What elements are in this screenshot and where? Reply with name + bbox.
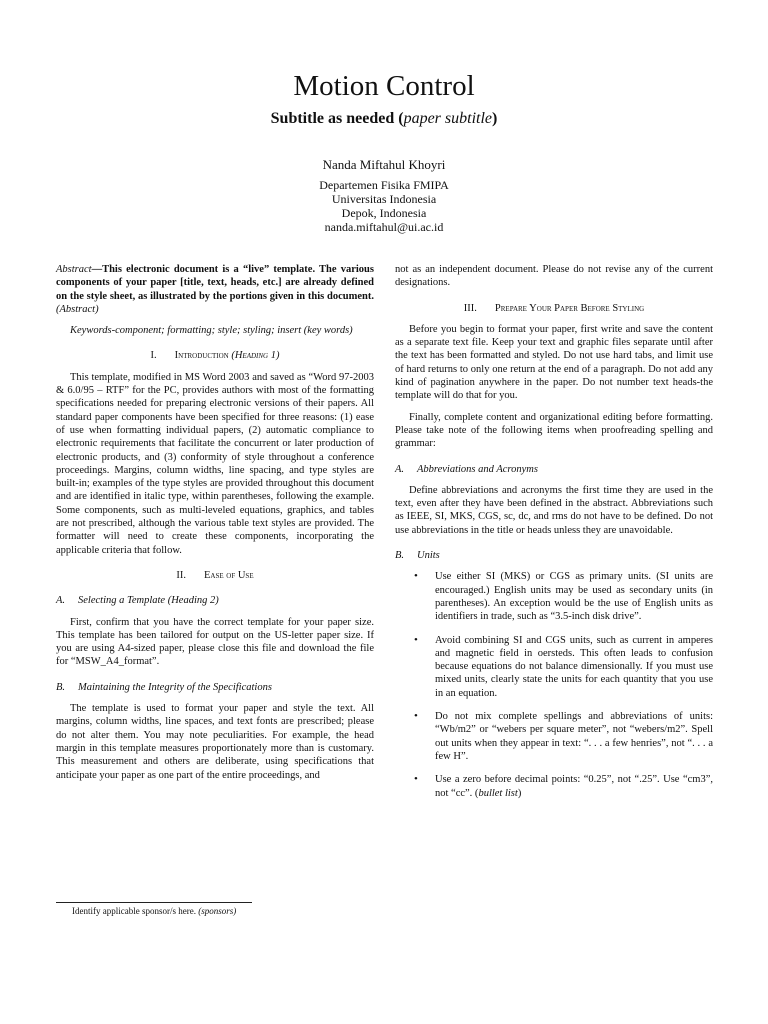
section-title: Prepare Your Paper Before Styling (494, 302, 645, 314)
section-tag: (Heading 1) (228, 350, 280, 362)
subsection-heading-abbreviations (395, 463, 713, 476)
paper-title: Motion Control (293, 70, 475, 102)
author-email: nanda.miftahul@ui.ac.id (324, 220, 444, 234)
list-item (395, 634, 713, 700)
footnote (72, 906, 236, 917)
footnote-text: Identify applicable sponsor/s here. (72, 906, 199, 916)
bullet-text: Do not mix complete spellings and abbreviations of units: “Wb/m2” or “webers per square meter”, not “webers/m2”. Spell out units when they appear in text: “. . . a few henries”, not “. . . a few H”. (435, 711, 713, 762)
bullet-text: Use a zero before decimal points: “0.25”, not “.25”. Use “cm3”, not “cc”. ( (435, 774, 713, 799)
abstract (56, 263, 374, 316)
subsection-letter: B. (395, 550, 405, 562)
section-number: I. (150, 350, 157, 362)
units-bullet-list (395, 570, 713, 799)
list-item (395, 773, 713, 800)
subsection-title: Abbreviations and Acronyms (417, 463, 538, 475)
subsection-heading-units (395, 549, 713, 562)
subsection-title: Units (417, 550, 440, 562)
section-heading-introduction (56, 349, 374, 362)
author-department: Departemen Fisika FMIPA (319, 178, 449, 192)
section-title: Introduction (174, 350, 229, 362)
subtitle-italic: paper subtitle (403, 110, 492, 127)
section-heading-prepare-paper (395, 302, 713, 315)
bullet-icon: • (414, 710, 418, 723)
section-number: II. (176, 569, 187, 581)
prepare-paragraph-1: Before you begin to format your paper, first write and save the content as a separate text file. Keep your text and graphic files separate until after the text has been formatted and styled. Do not use hard tabs, and limit use of hard returns to only one return at the end of a paragraph. Do not add any kind of pagination anywhere in the paper. Do not number text heads-the template will do that for you. (395, 323, 713, 402)
author-location: Depok, Indonesia (341, 206, 427, 220)
left-column (56, 263, 374, 790)
abstract-text: —This electronic document is a “live” template. The various components of your paper [title, text, heads, etc.] are already defined on the style sheet, as illustrated by the portions given in this document. (56, 264, 374, 302)
subtitle-text: Subtitle as needed ( (270, 110, 404, 127)
integrity-paragraph: The template is used to format your paper and style the text. All margins, column widths, line spaces, and text fonts are prescribed; please do not alter them. You may note peculiarities. For example, the head margin in this template measures proportionately more than is customary. This measurement and others are deliberate, using specifications that anticipate your paper as one part of the entire proceedings, and (56, 703, 374, 781)
author-name: Nanda Miftahul Khoyri (322, 157, 446, 172)
abbreviations-paragraph: Define abbreviations and acronyms the first time they are used in the text, even after they have been defined in the abstract. Abbreviations such as IEEE, SI, MKS, CGS, sc, dc, and rms do not have to be defined. Do not use abbreviations in the title or heads unless they are unavoidable. (395, 484, 713, 536)
abstract-tag: (Abstract) (56, 303, 99, 315)
bullet-tag: bullet list (478, 787, 518, 799)
list-item (395, 570, 713, 623)
subsection-heading-integrity (56, 681, 374, 694)
author-block (0, 158, 768, 234)
bullet-tag-close: ) (517, 787, 522, 799)
bullet-icon: • (414, 633, 418, 646)
footnote-divider (56, 902, 252, 903)
prepare-paragraph-2: Finally, complete content and organizational editing before formatting. Please take note of the following items when proofreading spelling and grammar: (395, 411, 713, 450)
paper-subtitle (0, 108, 768, 130)
list-item (395, 710, 713, 763)
section-number: III. (463, 302, 477, 314)
right-column (395, 263, 713, 810)
bullet-text: Avoid combining SI and CGS units, such as current in amperes and magnetic field in oersteds. This often leads to confusion because equations do not balance dimensionally. If you must use mixed units, clearly state the units for each quantity that you use in an equation. (435, 634, 713, 699)
subsection-title: Selecting a Template (Heading 2) (78, 595, 219, 607)
abstract-label: Abstract (56, 264, 92, 275)
bullet-icon: • (414, 570, 418, 583)
intro-paragraph: This template, modified in MS Word 2003 and saved as “Word 97-2003 & 6.0/95 – RTF” for the PC, provides authors with most of the formatting specifications needed for preparing electronic versions of their papers. All standard paper components have been specified for three reasons: (1) ease of use when formatting individual papers, (2) automatic compliance to electronic requirements that facilitate the concurrent or later production of electronic products, and (3) conformity of style throughout a conference proceedings. Margins, column widths, line spacing, and type styles are built-in; examples of the type styles are provided throughout this document and are identified in italic type, within parentheses, following the example. Some components, such as multi-leveled equations, graphics, and tables are not prescribed, although the various table text styles are provided. The formatter will need to create these components, incorporating the applicable criteria that follow. (56, 371, 374, 556)
section-heading-ease-of-use (56, 569, 374, 582)
bullet-text: Use either SI (MKS) or CGS as primary units. (SI units are encouraged.) English units may be used as secondary units (in parentheses). An exception would be the use of English units as identifiers in trade, such as “3.5-inch disk drive”. (435, 571, 713, 623)
bullet-icon: • (414, 773, 418, 786)
subsection-title: Maintaining the Integrity of the Specifications (78, 681, 272, 693)
integrity-paragraph-continued: not as an independent document. Please do not revise any of the current designations. (395, 264, 713, 289)
subtitle-close: ) (492, 110, 498, 127)
subsection-letter: B. (56, 681, 66, 693)
subsection-heading-selecting-template (56, 594, 374, 607)
selecting-template-paragraph: First, confirm that you have the correct template for your paper size. This template has been tailored for output on the US-letter paper size. If you are using A4-sized paper, please close this file and download the file for “MSW_A4_format”. (56, 616, 374, 668)
subsection-letter: A. (56, 595, 66, 607)
keywords: Keywords-component; formatting; style; styling; insert (key words) (70, 325, 353, 337)
section-title: Ease of Use (204, 569, 254, 581)
author-university: Universitas Indonesia (331, 192, 437, 206)
subsection-letter: A. (395, 463, 405, 475)
footnote-tag: (sponsors) (198, 906, 237, 916)
